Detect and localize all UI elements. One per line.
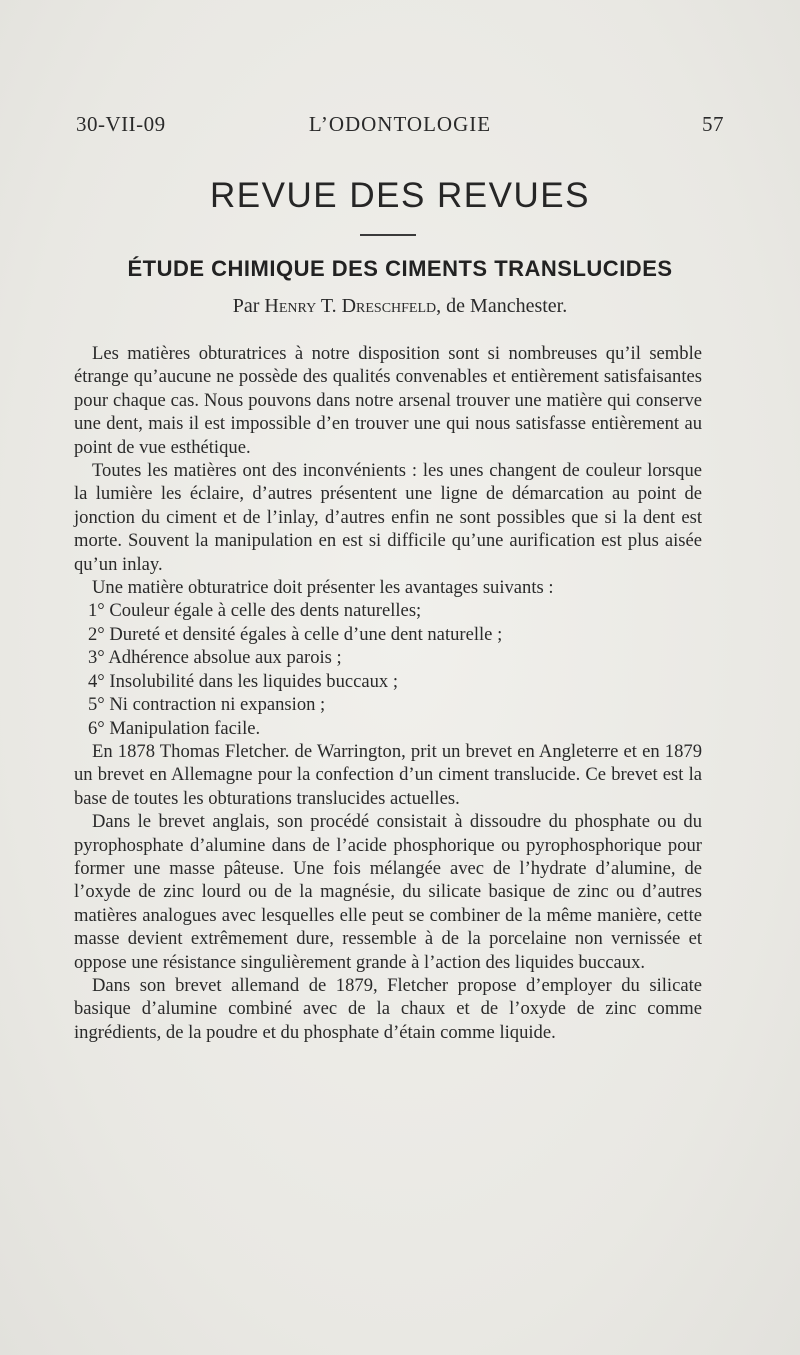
list-item: 6° Manipulation facile. — [88, 717, 261, 739]
paragraph: Dans son brevet allemand de 1879, Fletcher propose d’employer du silicate basique d’alumine combiné avec de la chaux et de l’oxyde de zinc comme ingrédients, de la poudre et du phosphate d’étain comme liquide. — [74, 974, 702, 1043]
byline-author: Henry T. Dreschfeld — [264, 295, 437, 317]
header-date: 30-VII-09 — [76, 112, 166, 136]
paragraph: Les matières obturatrices à notre disposition sont si nombreuses qu’il semble étrange qu’aucune ne possède des qualités convenables et entièrement satisfaisantes pour chaque cas. Nous pouvons dans notre arsenal trouver une matière qui conserve une dent, mais il est impossible d’en trouver une qui nous satisfasse entièrement au point de vue esthétique. — [74, 343, 702, 458]
article-title: ÉTUDE CHIMIQUE DES CIMENTS TRANSLUCIDES — [127, 256, 673, 281]
byline-suffix: , de Manchester. — [436, 295, 568, 317]
list-item: 3° Adhérence absolue aux parois ; — [88, 647, 342, 669]
paragraph: En 1878 Thomas Fletcher. de Warrington, prit un brevet en Angleterre et en 1879 un brevet en Allemagne pour la confection d’un ciment translucide. Ce brevet est la base de toutes les obturations translucides actuelles. — [74, 740, 702, 809]
paragraph: Dans le brevet anglais, son procédé consistait à dissoudre du phosphate ou du pyrophosphate d’alumine dans de l’acide phosphorique ou pyrophosphorique pour former une masse pâteuse. Une fois mélangée avec de l’hydrate d’alumine, de l’oxyde de zinc lourd ou de la magnésie, du silicate basique de zinc ou d’autres matières analogues avec lesquelles elle peut se combiner de la même manière, cette masse devient extrêmement dure, ressemble à de la porcelaine non vernissée et oppose une résistance singulièrement grande à l’action des liquides buccaux. — [74, 811, 702, 973]
section-title: REVUE DES REVUES — [210, 176, 590, 215]
list-item: 5° Ni contraction ni expansion ; — [88, 694, 326, 716]
list-item: 4° Insolubilité dans les liquides buccaux ; — [88, 670, 399, 692]
paragraph: Une matière obturatrice doit présenter les avantages suivants : — [92, 577, 554, 599]
byline-prefix: Par — [232, 295, 265, 317]
article-body — [74, 342, 702, 1044]
journal-name: L’ODONTOLOGIE — [308, 112, 492, 136]
running-header — [76, 112, 724, 140]
article-byline — [0, 295, 800, 318]
page-number: 57 — [702, 112, 724, 136]
title-divider — [360, 234, 416, 236]
list-item: 2° Dureté et densité égales à celle d’une dent naturelle ; — [88, 623, 503, 645]
list-item: 1° Couleur égale à celle des dents naturelles; — [88, 600, 422, 622]
paragraph: Toutes les matières ont des inconvénients : les unes changent de couleur lorsque la lumière les éclaire, d’autres présentent une ligne de démarcation au point de jonction du ciment et de l’inlay, d’autres enfin ne sont possibles que si la dent est morte. Souvent la manipulation en est si difficile qu’une aurification est plus aisée qu’un inlay. — [74, 460, 702, 575]
